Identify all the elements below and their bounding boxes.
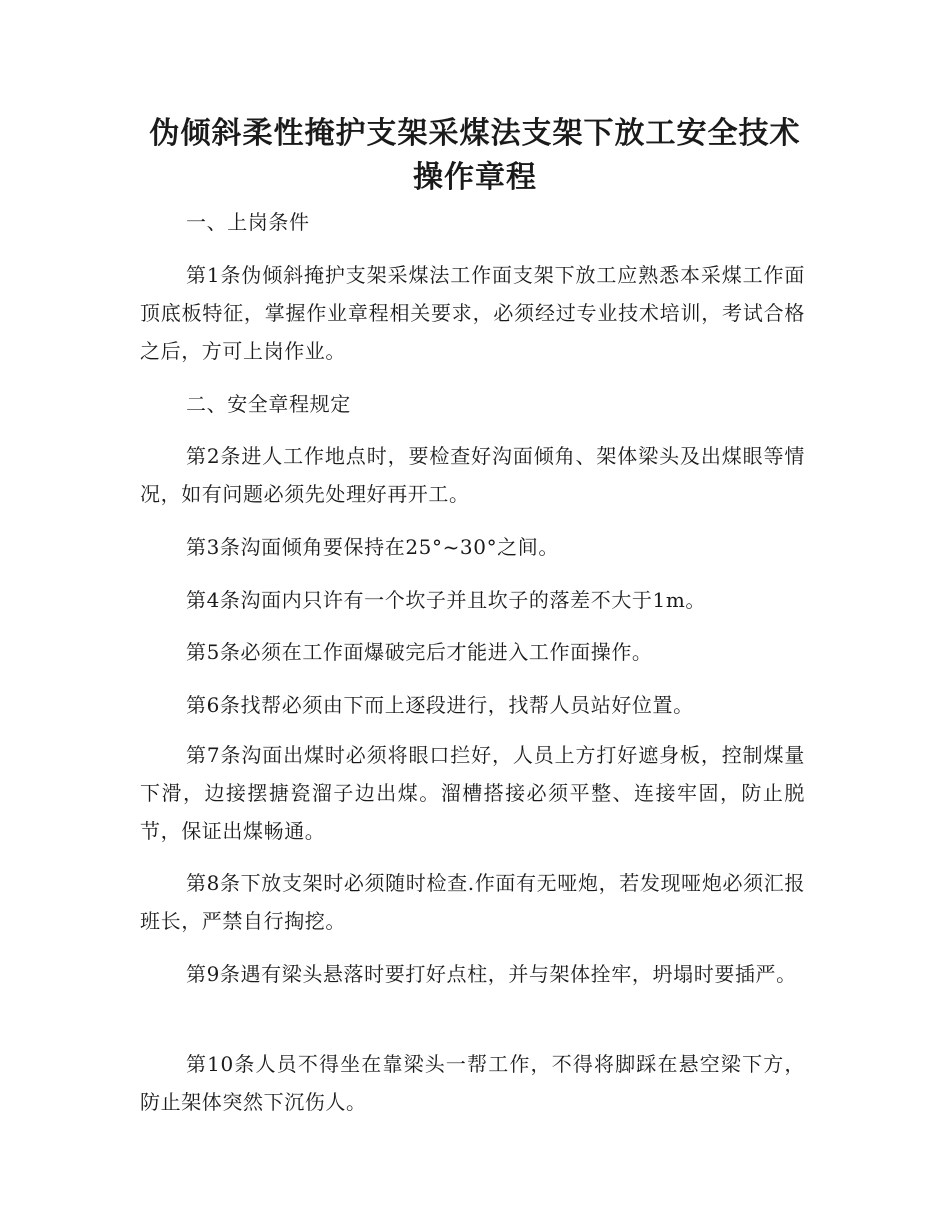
article-10-paragraph: 第10条人员不得坐在靠梁头一帮工作，不得将脚踩在悬空梁下方，防止架体突然下沉伤人。	[140, 1052, 805, 1114]
article-9-paragraph: 第9条遇有梁头悬落时要打好点柱，并与架体拴牢，坍塌时要插严。	[186, 962, 797, 986]
article-3-paragraph: 第3条沟面倾角要保持在25°~30°之间。	[186, 535, 559, 559]
article-8-paragraph: 第8条下放支架时必须随时检查.作面有无哑炮，若发现哑炮必须汇报班长，严禁自行掏挖。	[140, 871, 805, 933]
document-title: 伪倾斜柔性掩护支架采煤法支架下放工安全技术操作章程	[149, 116, 801, 195]
section-heading-safety-rules: 二、安全章程规定	[186, 392, 351, 416]
article-1-paragraph: 第1条伪倾斜掩护支架采煤法工作面支架下放工应熟悉本采煤工作面顶底板特征，掌握作业章程相关要求，必须经过专业技术培训，考试合格之后，方可上岗作业。	[140, 263, 805, 363]
article-2-paragraph: 第2条进人工作地点时，要检查好沟面倾角、架体梁头及出煤眼等情况，如有问题必须先处理好再开工。	[140, 444, 805, 506]
section-heading-job-requirements: 一、上岗条件	[186, 210, 310, 234]
article-4-paragraph: 第4条沟面内只许有一个坎子并且坎子的落差不大于1m。	[186, 588, 707, 612]
article-5-paragraph: 第5条必须在工作面爆破完后才能进入工作面操作。	[186, 640, 653, 664]
article-7-paragraph: 第7条沟面出煤时必须将眼口拦好，人员上方打好遮身板，控制煤量下滑，边接摆搪瓷溜子边出煤。溜槽搭接必须平整、连接牢固，防止脱节，保证出煤畅通。	[140, 743, 805, 843]
article-6-paragraph: 第6条找帮必须由下而上逐段进行，找帮人员站好位置。	[186, 693, 694, 717]
